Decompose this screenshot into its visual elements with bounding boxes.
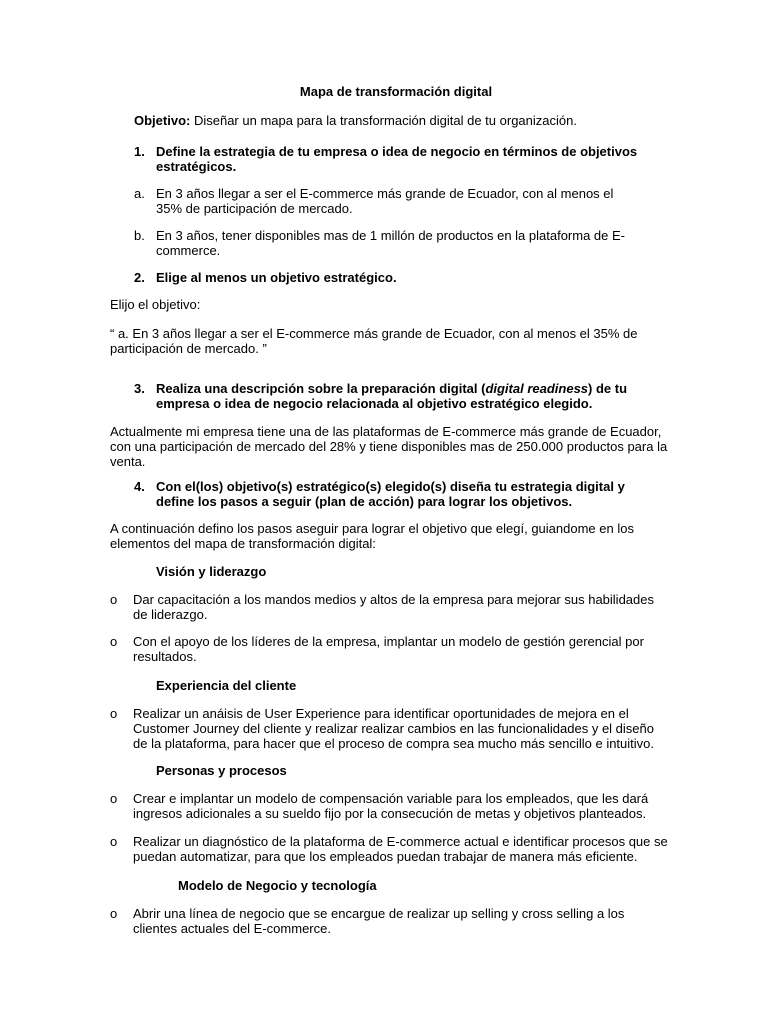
list-item [110, 791, 670, 821]
bullet-marker: o [110, 592, 118, 607]
list-item [110, 906, 670, 936]
bullet-marker: o [110, 634, 118, 649]
list-item-text: Abrir una línea de negocio que se encargue de realizar up selling y cross selling a los clientes actuales del E-commerce. [133, 906, 625, 936]
question-3 [110, 381, 640, 411]
list-item [110, 228, 640, 258]
question-3-answer: Actualmente mi empresa tiene una de las plataformas de E-commerce más grande de Ecuador, con una participación de mercado del 28% y tiene disponibles mas de 250.000 productos para la venta. [110, 424, 668, 469]
objective-line [134, 113, 577, 128]
question-2 [110, 270, 640, 285]
list-item-text: Dar capacitación a los mandos medios y altos de la empresa para mejorar sus habilidades de liderazgo. [133, 592, 654, 622]
question-2-text: Elige al menos un objetivo estratégico. [156, 270, 397, 285]
list-item-marker: a. [134, 186, 145, 201]
objective-text: Diseñar un mapa para la transformación digital de tu organización. [193, 113, 577, 128]
chosen-objective-quote: “ a. En 3 años llegar a ser el E-commerce más grande de Ecuador, con al menos el 35% de participación de mercado. ” [110, 326, 638, 356]
question-1 [110, 144, 640, 174]
page-title: Mapa de transformación digital [299, 84, 493, 99]
objective-label: Objetivo: [134, 113, 191, 128]
list-item [110, 834, 670, 864]
question-3-text-after: ) de tu empresa o idea de negocio relacionada al objetivo estratégico elegido. [156, 381, 628, 411]
list-item-text: Crear e implantar un modelo de compensación variable para los empleados, que les dará ingresos adicionales a su sueldo fijo por la consecución de metas y objetivos planteados. [133, 791, 649, 821]
section-heading: Modelo de Negocio y tecnología [178, 878, 377, 893]
question-4-intro: A continuación defino los pasos aseguir para lograr el objetivo que elegí, guiandome en los elementos del mapa de transformación digital: [110, 521, 634, 551]
list-item [110, 186, 640, 216]
question-4-number: 4. [134, 479, 145, 494]
list-item-text: En 3 años, tener disponibles mas de 1 millón de productos en la plataforma de E-commerce. [156, 228, 625, 258]
list-item-marker: b. [134, 228, 145, 243]
list-item [110, 706, 670, 751]
bullet-marker: o [110, 791, 118, 806]
question-2-number: 2. [134, 270, 145, 285]
bullet-marker: o [110, 906, 118, 921]
list-item-text: Con el apoyo de los líderes de la empresa, implantar un modelo de gestión gerencial por resultados. [133, 634, 644, 664]
question-4-text: Con el(los) objetivo(s) estratégico(s) elegido(s) diseña tu estrategia digital y define los pasos a seguir (plan de acción) para lograr los objetivos. [156, 479, 625, 509]
list-item [110, 592, 670, 622]
section-heading: Personas y procesos [156, 763, 287, 778]
bullet-marker: o [110, 706, 118, 721]
list-item [110, 634, 670, 664]
bullet-marker: o [110, 834, 118, 849]
question-3-text-italic: digital readiness [485, 381, 589, 396]
section-heading: Experiencia del cliente [156, 678, 297, 693]
question-1-number: 1. [134, 144, 145, 159]
question-3-text-before: Realiza una descripción sobre la preparación digital ( [156, 381, 486, 396]
question-4 [110, 479, 640, 509]
list-item-text: Realizar un anáisis de User Experience para identificar oportunidades de mejora en el Customer Journey del cliente y realizar realizar cambios en las funcionalidades y el diseño de la plataforma, para hacer que el proceso de compra sea mucho más sencillo e intuitivo. [133, 706, 655, 751]
question-3-number: 3. [134, 381, 145, 396]
chosen-objective-label: Elijo el objetivo: [110, 297, 201, 312]
list-item-text: Realizar un diagnóstico de la plataforma de E-commerce actual e identificar procesos que se puedan automatizar, para que los empleados puedan trabajar de manera más eficiente. [133, 834, 668, 864]
question-3-text [156, 381, 640, 411]
list-item-text: En 3 años llegar a ser el E-commerce más grande de Ecuador, con al menos el 35% de participación de mercado. [156, 186, 614, 216]
section-heading: Visión y liderazgo [156, 564, 267, 579]
question-1-text: Define la estrategia de tu empresa o idea de negocio en términos de objetivos estratégicos. [156, 144, 638, 174]
